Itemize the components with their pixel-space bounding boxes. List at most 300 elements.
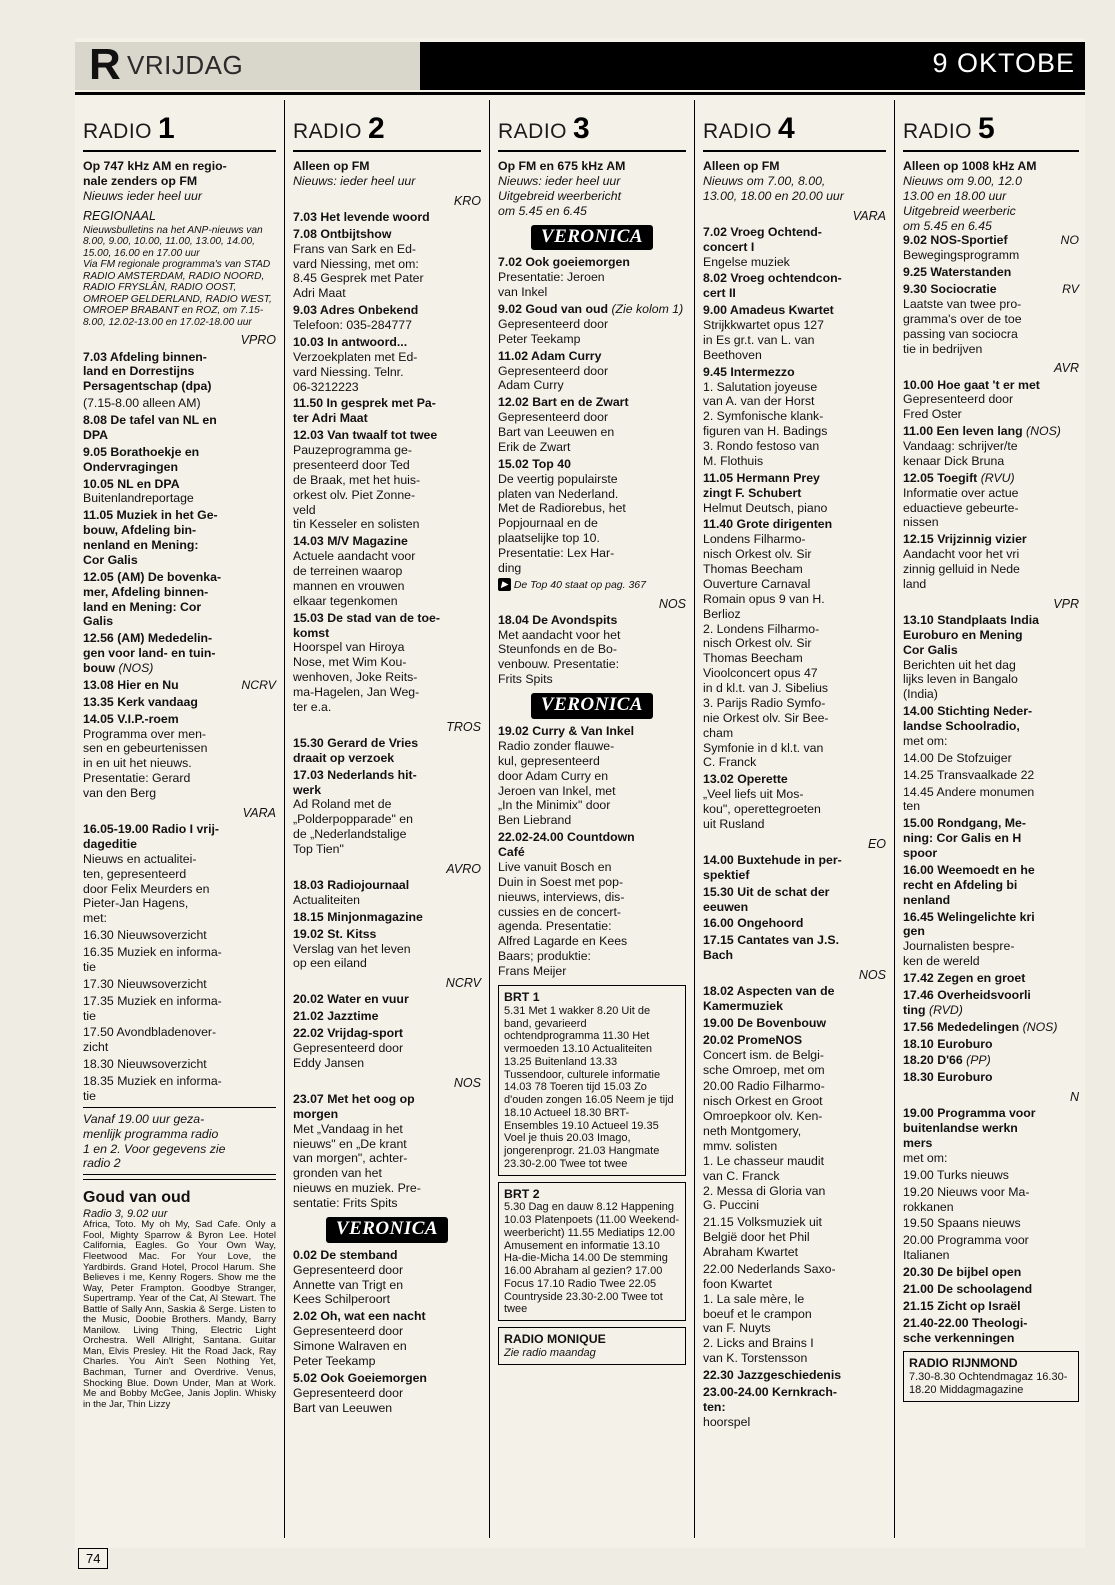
column-header-rule [293, 150, 481, 152]
program-item [293, 1009, 481, 1024]
program-item [903, 910, 1079, 970]
divider [83, 1174, 276, 1175]
program-detail: Gepresenteerd door Bart van Leeuwen [293, 1385, 404, 1415]
program-title: 17.15 Cantates van J.S. Bach [703, 933, 840, 963]
program-detail: Strijkkwartet opus 127 in Es gr.t. van L. van Beethoven [703, 318, 824, 362]
station-box [903, 1351, 1079, 1401]
program-item [293, 1248, 481, 1308]
program-detail: (7.15-8.00 alleen AM) [83, 396, 201, 411]
column-intro-bold: Op 747 kHz AM en regio- nale zenders op FM [83, 159, 227, 188]
veronica-logo: VERONICA [498, 693, 686, 719]
program-item [498, 302, 686, 347]
program-subitem: 17.35 Muziek en informa- tie [83, 993, 222, 1023]
program-item [903, 378, 1079, 423]
program-title: 10.00 Hoe gaat 't er met [903, 377, 1040, 392]
program-detail: Radio zonder flauwe- kul, gepresenteerd door Adam Curry en Jeroen van Inkel, met „In the Minimix" door Ben Liebrand [498, 738, 616, 828]
station-box-title: RADIO MONIQUE [504, 1332, 606, 1347]
program-detail: Actualiteiten [293, 892, 360, 907]
program-item [903, 1299, 1079, 1314]
program-title: 18.20 D'66 [903, 1053, 963, 1068]
radio-column-1 [75, 100, 285, 1538]
program-title: 20.02 PromeNOS [703, 1032, 803, 1047]
program-title: 5.02 Ook Goeiemorgen [293, 1370, 427, 1385]
program-title: 20.02 Water en vuur [293, 992, 409, 1007]
program-item [293, 768, 481, 857]
column-intro-italic: Nieuws: ieder heel uur Uitgebreid weerbericht om 5.45 en 6.45 [498, 173, 622, 218]
program-subitem: 22.00 Nederlands Saxo- foon Kwartet 1. La sale mère, le boeuf et le crampon van F. Nuyts 2. Licks and Brains I van K. Torstensson [703, 1261, 836, 1366]
station-box-text: 5.31 Met 1 wakker 8.20 Uit de band, gevarieerd ochtendprogramma 11.30 Het vermoeden 13.10 Actualiteiten 13.25 Buitenland 13.33 Tussendoor, culturele informatie 14.03 78 Toeren tijd 15.03 Zo d'ouden zongen 16.05 Neem je tijd 18.10 Actueel 18.30 BRT-Ensembles 19.10 Actueel 19.35 Voel je thuis 20.03 Imago, jongerenprogr. 21.03 Hangmate 23.30-2.00 Twee tot twee [504, 1004, 674, 1170]
station-box-title: RADIO RIJNMOND [909, 1356, 1018, 1371]
program-note: (PP) [966, 1053, 991, 1068]
program-item [703, 984, 886, 1014]
program-detail: Aandacht voor het vri zinnig gelluid in Nede land [903, 547, 1020, 591]
program-subitem: 18.35 Muziek en informa- tie [83, 1074, 222, 1103]
column-body [293, 159, 481, 1415]
program-item [498, 349, 686, 394]
program-title: 7.08 Ontbijtshow [293, 226, 392, 241]
column-number: 2 [368, 112, 385, 145]
program-title: 10.05 NL en DPA [83, 476, 180, 491]
veronica-logo: VERONICA [293, 1217, 481, 1243]
radio-column-4 [695, 100, 895, 1538]
column-body [703, 159, 886, 1430]
program-detail: Gepresenteerd door Peter Teekamp [498, 316, 609, 346]
program-detail: Gepresenteerd door Adam Curry [498, 363, 609, 393]
program-item [293, 210, 481, 225]
station-box-title: BRT 2 [504, 1186, 540, 1201]
program-title: 11.40 Grote dirigenten [703, 517, 833, 532]
program-item [293, 1371, 481, 1416]
program-detail: Journalisten bespre- ken de wereld [903, 939, 1015, 969]
program-item [903, 282, 1079, 356]
program-item [83, 350, 276, 395]
program-item [903, 471, 1079, 531]
program-item [703, 517, 886, 770]
header-rule [75, 92, 1085, 95]
program-title: 2.02 Oh, wat een nacht [293, 1309, 426, 1324]
column-intro-italic: Nieuws om 9.00, 12.0 13.00 en 18.00 uur Uitgebreid weerberic om 5.45 en 6.45 [903, 173, 1022, 233]
column-intro-bold: Op FM en 675 kHz AM [498, 159, 626, 173]
program-title: 0.02 De stemband [293, 1247, 398, 1262]
column-number: 4 [778, 112, 795, 145]
program-detail: Engelse muziek [703, 254, 790, 269]
program-detail: Verzoekplaten met Ed- vard Niessing. Telnr. 06-3212223 [293, 349, 418, 394]
program-detail: Informatie over actue eduactieve gebeurte- nissen [903, 485, 1019, 530]
program-item [83, 413, 276, 443]
program-title: 17.56 Mededelingen [903, 1019, 1020, 1034]
program-item [903, 863, 1079, 908]
masthead [75, 42, 1085, 90]
program-title: 13.35 Kerk vandaag [83, 694, 198, 709]
column-header [703, 100, 886, 144]
program-item [903, 1053, 1079, 1068]
program-note: (NOS) [1026, 424, 1061, 439]
program-title: 12.56 (AM) Mededelin- gen voor land- en tuin- bouw [83, 631, 216, 676]
program-detail: Buitenlandreportage [83, 491, 194, 506]
program-item [293, 878, 481, 908]
goud-van-oud-box [83, 1188, 276, 1410]
program-item [903, 1265, 1079, 1280]
program-title: 8.08 De tafel van NL en DPA [83, 413, 217, 442]
program-item [498, 255, 686, 300]
program-title: 19.00 Programma voor buitenlandse werkn mers [903, 1106, 1036, 1150]
program-detail: Gepresenteerd door Bart van Leeuwen en Erik de Zwart [498, 410, 615, 454]
radio-column-3 [490, 100, 695, 1538]
program-item [293, 1026, 481, 1071]
program-item [293, 736, 481, 766]
program-subitem: 17.30 Nieuwsoverzicht [83, 976, 207, 991]
program-title: 7.02 Vroeg Ochtend- concert I [703, 224, 822, 254]
program-title: 12.15 Vrijzinnig vizier [903, 532, 1027, 547]
program-title: 22.02 Vrijdag-sport [293, 1026, 404, 1041]
program-item [703, 772, 886, 832]
program-item [293, 1309, 481, 1369]
pointer-icon: ▶ [498, 578, 511, 591]
program-detail: Bewegingsprogramm [903, 248, 1020, 263]
program-title: 18.02 Aspecten van de Kamermuziek [703, 984, 835, 1013]
program-detail: Verslag van het leven op een eiland [293, 941, 411, 971]
program-subitem: 16.35 Muziek en informa- tie [83, 945, 222, 974]
column-header-rule [498, 150, 686, 152]
program-item [293, 303, 481, 333]
program-title: 9.00 Amadeus Kwartet [703, 303, 834, 318]
program-title: 15.30 Gerard de Vries draait op verzoek [293, 735, 419, 765]
program-detail: Live vanuit Bosch en Duin in Soest met pop- nieuws, interviews, dis- cussies en de concert- agenda. Presentatie: Alfred Lagarde en Kees Baars; produktie: Frans Meijer [498, 859, 628, 979]
program-subitem: 14.25 Transvaalkade 22 [903, 767, 1035, 782]
columns-container [75, 100, 1087, 1540]
program-detail: Londens Filharmo- nisch Orkest olv. Sir Thomas Beecham Ouverture Carnaval Romain opus 9 van H. Berlioz 2. Londens Filharmo- nisch Orkest olv. Sir Thomas Beecham Vioolconcert opus 47 in d kl.t. van J. Sibelius 3. Parijs Radio Symfo- nie Orkest olv. Sir Bee- cham Symfonie in d kl.t. van C. Franck [703, 532, 829, 770]
shared-programme-note: Vanaf 19.00 uur geza- menlijk programma radio 1 en 2. Voor gegevens zie radio 2 [83, 1111, 226, 1171]
program-title: 18.04 De Avondspits [498, 612, 618, 627]
program-item [498, 395, 686, 455]
masthead-right [420, 42, 1085, 90]
program-detail: Helmut Deutsch, piano [703, 500, 828, 515]
broadcaster-label: EO [867, 836, 886, 851]
program-detail: hoorspel [703, 1414, 751, 1429]
program-item [903, 532, 1079, 592]
program-title: 23.00-24.00 Kernkrach- ten: [703, 1384, 837, 1414]
cross-reference: ▶ De Top 40 staat op pag. 367 [498, 578, 686, 592]
program-item [903, 424, 1079, 469]
program-title: 17.42 Zegen en groet [903, 971, 1026, 985]
program-item [498, 613, 686, 687]
program-detail: Berichten uit het dag lijks leven in Bangalo (India) [903, 657, 1018, 702]
program-note: (Zie kolom 1) [611, 302, 684, 317]
program-detail: De veertig populairste platen van Nederland. Met de Radiorebus, het Popjournaal en de plaatselijke top 10. Presentatie: Lex Har- ding [498, 471, 626, 575]
program-item [498, 724, 686, 828]
program-item [83, 695, 276, 710]
masthead-left [75, 42, 420, 90]
program-title: 14.00 Buxtehude in per- spektief [703, 852, 842, 882]
program-item [903, 816, 1079, 861]
program-title: 15.02 Top 40 [498, 456, 571, 471]
column-intro-italic: Nieuws om 7.00, 8.00, 13.00, 18.00 en 20.00 uur [703, 173, 844, 203]
program-subitem: 17.50 Avondbladenover- zicht [83, 1025, 217, 1055]
column-name: RADIO [498, 120, 568, 143]
program-title: 7.03 Afdeling binnen- land en Dorrestijns Persagentschap (dpa) [83, 349, 212, 394]
program-item [83, 712, 276, 801]
column-header-rule [83, 150, 276, 152]
program-item [903, 1282, 1079, 1297]
broadcaster-label: RV [1062, 282, 1079, 296]
program-detail: met om: [903, 1150, 948, 1165]
program-item [293, 396, 481, 426]
program-item [703, 853, 886, 883]
column-intro-italic: Nieuws ieder heel uur [83, 188, 202, 203]
program-title: 9.05 Borathoekje en Ondervragingen [83, 444, 200, 474]
program-detail: Met aandacht voor het Steunfonds en de Bo- venbouw. Presentatie: Frits Spits [498, 627, 621, 687]
goud-tracklist: Africa, Toto. My oh My, Sad Cafe. Only a Fool, Mighty Sparrow & Byron Lee. Hotel California, Eagles. Go Your Own Way, Fleetwood Mac. For Your Love, the Yardbirds. Grand Hotel, Procol Harum. She Believes i me, Kenny Rogers. Show me the Way, Peter Frampton. Goodbye Stranger, Supertramp. Year of the Cat, Al Stewart. The Battle of Sally Ann, Saskia & Serge. Listen to the Music, Doobie Brothers. Mandy, Barry Manilow. Living Thing, Electric Light Orchestra. Well Allright, Santana. Guitar Man, Elvis Presley. Hit the Road Jack, Ray Charles. You Ain't Seen Nothing Yet, Bachman, Turner and Overdrive. Venus, Shocking Blue. Down Under, Man at Work. Me and Bobby McGee, Janis Joplin. Whisky in the Jar, Thin Lizzy [83, 1219, 276, 1410]
program-title: 13.10 Standplaats India Euroburo en Mening Cor Galis [903, 612, 1039, 657]
column-name: RADIO [903, 120, 973, 143]
program-detail: Laatste van twee pro- gramma's over de toe passing van sociocra tie in bedrijven [903, 296, 1022, 356]
program-item [903, 988, 1079, 1018]
broadcaster-label: REGIONAAL [83, 208, 156, 223]
program-detail: Gepresenteerd door Simone Walraven en Peter Teekamp [293, 1324, 407, 1368]
program-title: 10.03 In antwoord... [293, 334, 408, 349]
program-title: 9.02 NOS-Sportief [903, 233, 1008, 248]
program-title: 16.00 Weemoedt en he recht en Afdeling bi nenland [903, 862, 1035, 907]
column-body [903, 159, 1079, 1402]
program-item [498, 830, 686, 979]
program-detail: Gepresenteerd door Eddy Jansen [293, 1041, 404, 1070]
program-title: 22.30 Jazzgeschiedenis [703, 1368, 842, 1382]
broadcaster-label: N [1069, 1090, 1079, 1105]
veronica-logo: VERONICA [498, 225, 686, 251]
program-detail: Vandaag: schrijver/te kenaar Dick Bruna [903, 439, 1018, 468]
station-box [498, 985, 686, 1176]
program-title: 14.00 Stichting Neder- landse Schoolradio, [903, 704, 1033, 733]
column-name: RADIO [293, 120, 363, 143]
program-subitem: 14.45 Andere monumen ten [903, 784, 1035, 814]
program-title: 19.00 De Bovenbouw [703, 1015, 827, 1030]
program-title: 11.50 In gesprek met Pa- ter Adri Maat [293, 396, 436, 426]
program-item [293, 927, 481, 972]
broadcaster-label: NO [1060, 233, 1079, 248]
program-title: 9.25 Waterstanden [903, 265, 1012, 280]
program-subitem: 20.00 Radio Filharmo- nisch Orkest en Groot Omroepkoor olv. Ken- neth Montgomery, mmv. solisten 1. Le chasseur maudit van C. Franck 2. Messa di Gloria van G. Puccini [703, 1079, 826, 1213]
program-detail: Concert ism. de Belgi- sche Omroep, met om [703, 1047, 825, 1077]
column-header [293, 100, 481, 144]
masthead-date: 9 OKTOBE [932, 48, 1075, 78]
program-title: 14.03 M/V Magazine [293, 534, 408, 549]
program-subitem: 21.15 Volksmuziek uit België door het Phil Abraham Kwartet [703, 1215, 822, 1259]
column-number: 1 [158, 112, 175, 145]
program-detail: Nieuws en actualitei- ten, gepresenteerd door Felix Meurders en Pieter-Jan Hagens, met: [83, 851, 210, 926]
column-body [83, 159, 276, 1410]
program-title: 9.30 Sociocratie [903, 282, 997, 296]
column-body [498, 159, 686, 1365]
column-header-rule [703, 150, 886, 152]
program-detail: „Veel liefs uit Mos- kou", operettegroeten uit Rusland [703, 787, 821, 831]
radio-column-5 [895, 100, 1087, 1538]
broadcaster-label: VARA [852, 208, 886, 223]
broadcaster-label: AVRO [446, 861, 481, 876]
program-item [703, 365, 886, 469]
column-intro-bold: Alleen op FM [703, 159, 780, 173]
program-item [903, 613, 1079, 702]
program-title: 8.02 Vroeg ochtendcon- cert II [703, 271, 842, 301]
program-detail: met om: [903, 733, 948, 748]
regional-note: Nieuwsbulletins na het ANP-nieuws van 8.00, 9.00, 10.00, 11.00, 13.00, 14.00, 15.00, 16.00 en 17.00 uur Via FM regionale programma's van STAD RADIO AMSTERDAM, RADIO NOORD, RADIO FRYSLÂN, RADIO OOST, OMROEP GELDERLAND, RADIO WEST, OMROEP BRABANT en ROZ, om 7.15-8.00, 12.02-13.00 en 17.02-18.00 uur [83, 224, 272, 328]
program-detail: Gepresenteerd door Fred Oster [903, 392, 1014, 422]
program-item [703, 1368, 886, 1383]
broadcaster-label: VARA [242, 805, 276, 820]
program-detail: 1. Salutation joyeuse van A. van der Horst 2. Symfonische klank- figuren van H. Badings 3. Rondo festoso van M. Flothuis [703, 379, 828, 468]
program-item [703, 933, 886, 963]
program-item [498, 457, 686, 576]
station-box-text: Zie radio maandag [504, 1347, 596, 1360]
station-box-text: 5.30 Dag en dauw 8.12 Happening 10.03 Platenpoets (11.00 Weekend-weerbericht) 11.55 Mediatips 12.00 Amusement en informatie 13.10 Ha-die-Micha 14.00 De stemming 16.00 Abraham al gezien? 17.00 Focus 17.10 Radio Twee 22.05 Countryside 23.30-2.00 Twee tot twee [504, 1201, 680, 1316]
program-detail: Pauzeprogramma ge- presenteerd door Ted de Braak, met het huis- orkest olv. Piet Zonne- veld tin Kesseler en solisten [293, 443, 421, 532]
program-title: 15.03 De stad van de toe- komst [293, 610, 440, 640]
program-title: 23.07 Met het oog op morgen [293, 1091, 415, 1121]
program-note: (NOS) [118, 661, 154, 676]
program-title: 11.02 Adam Curry [498, 348, 602, 363]
program-detail: Ad Roland met de „Polderpopparade" en de „Nederlandstalige Top Tien" [293, 797, 413, 856]
program-item [903, 1037, 1079, 1052]
program-title: 18.10 Euroburo [903, 1036, 993, 1051]
program-item [703, 885, 886, 915]
column-number: 5 [978, 112, 995, 145]
column-intro-italic: Nieuws: ieder heel uur [293, 173, 416, 188]
broadcaster-label: NCRV [445, 976, 481, 991]
program-subitem: 19.00 Turks nieuws [903, 1167, 1009, 1182]
program-item [293, 335, 481, 395]
program-title: 9.03 Adres Onbekend [293, 303, 419, 318]
program-title: 11.05 Muziek in het Ge- bouw, Afdeling bin- nenland en Mening: Cor Galis [83, 508, 218, 567]
program-title: 21.02 Jazztime [293, 1009, 379, 1024]
broadcaster-label: NOS [658, 596, 686, 611]
program-title: 15.00 Rondgang, Me- ning: Cor Galis en H spoor [903, 816, 1026, 860]
program-title: 21.40-22.00 Theologi- sche verkenningen [903, 1315, 1028, 1345]
program-item: 13.08 Hier en Nu NCRV [83, 677, 276, 692]
program-note: (RVU) [980, 470, 1015, 485]
program-title: 17.03 Nederlands hit- werk [293, 767, 417, 797]
program-item [293, 992, 481, 1007]
program-item [903, 1316, 1079, 1346]
program-title: 11.05 Hermann Prey zingt F. Schubert [703, 470, 820, 500]
station-box-title: BRT 1 [504, 989, 540, 1004]
program-item [293, 428, 481, 532]
program-detail: Hoorspel van Hiroya Nose, met Wim Kou- wenhoven, Joke Reits- ma-Hagelen, Jan Weg- ter e.a. [293, 640, 420, 714]
program-detail: Met „Vandaag in het nieuws" en „De krant van morgen", achter- gronden van het nieuws en muziek. Pre- sentatie: Frits Spits [293, 1121, 421, 1210]
program-title: 21.15 Zicht op Israël [903, 1298, 1021, 1313]
program-title: 21.00 De schoolagend [903, 1281, 1033, 1296]
column-name: RADIO [703, 120, 773, 143]
column-intro-bold: Alleen op FM [293, 159, 370, 173]
goud-subtitle: Radio 3, 9.02 uur [83, 1207, 168, 1220]
logo-r: R [89, 40, 119, 89]
program-title: 7.03 Het levende woord [293, 209, 430, 224]
program-subitem: 19.20 Nieuws voor Ma- rokkanen [903, 1184, 1030, 1214]
program-title: 12.05 (AM) De bovenka- mer, Afdeling binnen- land en Mening: Cor Galis [83, 569, 222, 629]
broadcaster-label: VPR [1053, 596, 1079, 611]
program-title: 11.00 Een leven lang [903, 424, 1023, 439]
program-title: 18.15 Minjonmagazine [293, 909, 423, 924]
program-detail: Frans van Sark en Ed- vard Niessing, met om: 8.45 Gesprek met Pater Adri Maat [293, 241, 424, 301]
broadcaster-label: KRO [453, 193, 481, 208]
program-item [83, 508, 276, 568]
column-header [903, 100, 1079, 144]
program-item [703, 225, 886, 270]
program-subitem: 20.00 Programma voor Italianen [903, 1233, 1029, 1263]
column-header-rule [903, 150, 1079, 152]
program-title: 14.05 V.I.P.-roem [83, 711, 179, 726]
program-title: 16.00 Ongehoord [703, 916, 804, 931]
program-subitem: 18.30 Nieuwsoverzicht [83, 1057, 207, 1072]
program-item [293, 534, 481, 608]
program-item [703, 1016, 886, 1031]
program-item [703, 303, 886, 363]
program-item [293, 227, 481, 301]
program-item [703, 471, 886, 516]
program-title: 12.02 Bart en de Zwart [498, 395, 629, 410]
broadcaster-label: NOS [453, 1075, 481, 1090]
program-title: 17.46 Overheidsvoorli ting [903, 987, 1031, 1017]
program-title: 20.30 De bijbel open [903, 1265, 1022, 1279]
program-title: 12.03 Van twaalf tot twee [293, 428, 438, 443]
program-item [903, 971, 1079, 986]
station-box-text: 7.30-8.30 Ochtendmagaz 16.30-18.20 Middagmagazine [909, 1371, 1068, 1396]
program-title: 18.03 Radiojournaal [293, 878, 410, 892]
column-name: RADIO [83, 120, 153, 143]
program-title: 16.45 Welingelichte kri gen [903, 909, 1035, 939]
program-title: 18.30 Euroburo [903, 1070, 993, 1085]
program-item [703, 1385, 886, 1430]
program-detail: Presentatie: Jeroen van Inkel [498, 270, 605, 300]
program-title: 13.02 Operette [703, 772, 788, 787]
radio-column-2 [285, 100, 490, 1538]
program-item [903, 1070, 1079, 1085]
broadcaster-label: NCRV [241, 677, 276, 692]
program-item [903, 704, 1079, 749]
station-box [498, 1327, 686, 1365]
program-item [293, 1092, 481, 1211]
program-item [703, 916, 886, 931]
program-item [83, 570, 276, 630]
program-title: 7.02 Ook goeiemorgen [498, 255, 630, 270]
broadcaster-label: VPRO [240, 333, 276, 348]
masthead-day: VRIJDAG [127, 50, 244, 80]
program-item [83, 631, 276, 676]
page-number: 74 [78, 1548, 108, 1569]
program-title: 19.02 Curry & Van Inkel [498, 724, 635, 739]
program-item [83, 445, 276, 475]
column-number: 3 [573, 112, 590, 145]
program-subitem: 14.00 De Stofzuiger [903, 750, 1012, 765]
program-title: 16.05-19.00 Radio I vrij- dageditie [83, 822, 220, 851]
column-intro-bold: Alleen op 1008 kHz AM [903, 159, 1037, 173]
goud-title: Goud van oud [83, 1189, 191, 1207]
program-detail: Gepresenteerd door Annette van Trigt en Kees Schilperoort [293, 1262, 404, 1307]
program-note: (NOS) [1022, 1019, 1058, 1034]
program-detail: Programma over men- sen en gebeurtenissen in en uit het nieuws. Presentatie: Gerard van den Berg [83, 726, 208, 801]
program-item [83, 477, 276, 507]
program-title: 9.45 Intermezzo [703, 364, 795, 379]
broadcaster-label: NOS [858, 968, 886, 982]
program-title: 22.02-24.00 Countdown Café [498, 830, 635, 860]
program-item [903, 233, 1079, 263]
program-subitem: 16.30 Nieuwsoverzicht [83, 928, 207, 943]
program-item [903, 1106, 1079, 1166]
program-item [703, 1033, 886, 1078]
program-title: 15.30 Uit de schat der eeuwen [703, 884, 830, 914]
divider [83, 1107, 276, 1108]
program-item [83, 822, 276, 926]
program-title: 12.05 Toegift [903, 470, 978, 485]
divider [83, 1179, 276, 1180]
